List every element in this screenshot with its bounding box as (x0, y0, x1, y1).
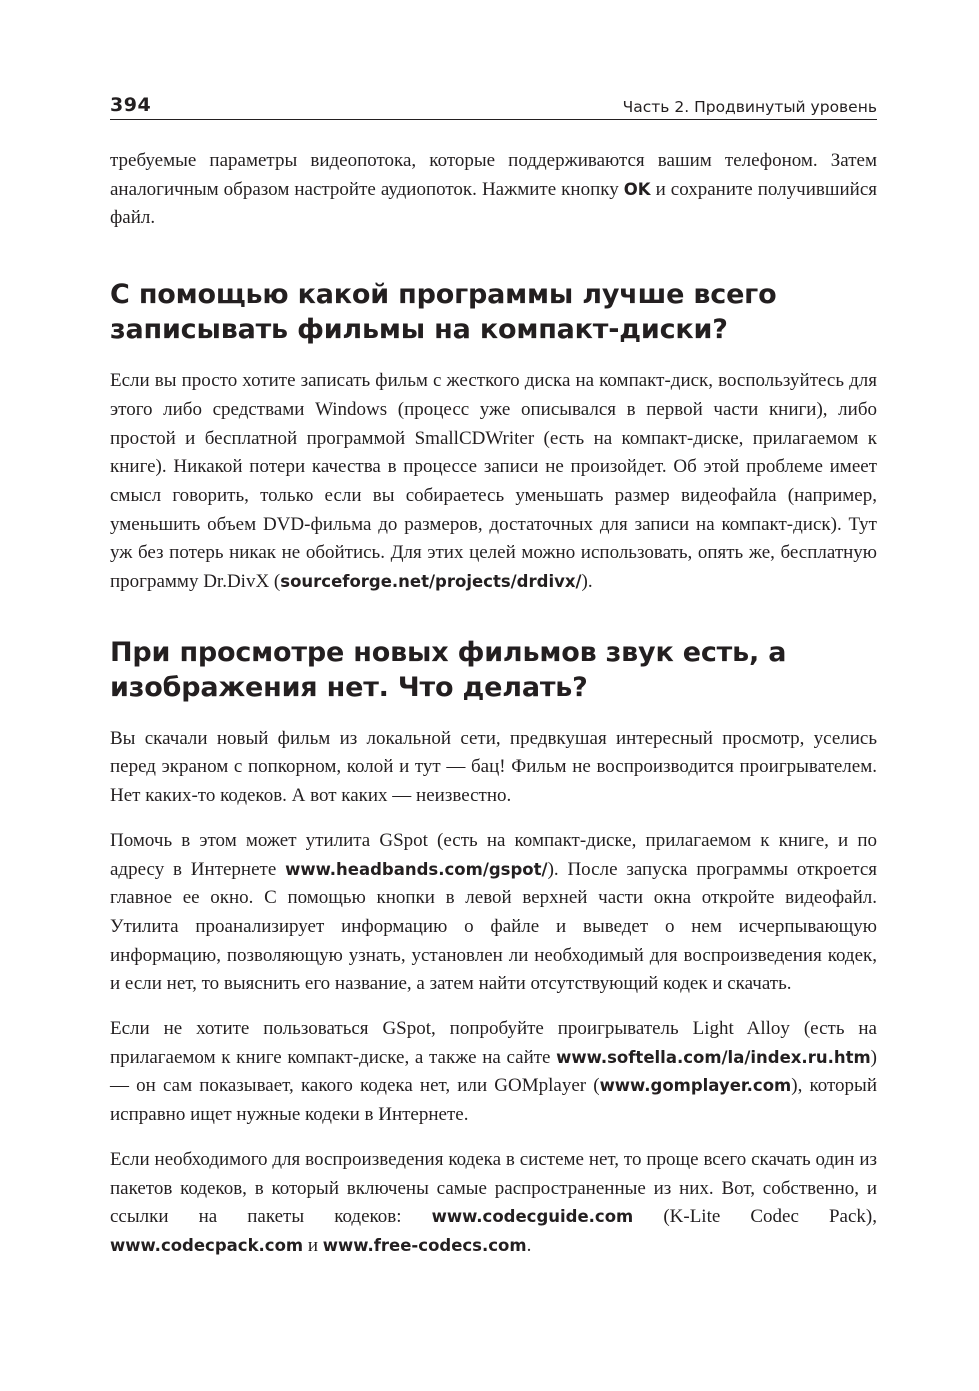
link-gspot[interactable]: www.headbands.com/gspot/ (285, 859, 548, 879)
paragraph-4-text-end: ). После запуска программы откроется главное ее окно. С помощью кнопки в левой верхней части окна откройте видеофайл. Утилита проанализирует информацию о файле и выведет о нем исчерпывающую информацию, позволяющую узнать, установлен ли необходимый для воспроизведения кодек, и если нет, то выяснить его название, а затем найти отсутствующий кодек и скачать. (110, 858, 878, 995)
link-drdivx[interactable]: sourceforge.net/projects/drdivx/ (280, 572, 582, 592)
paragraph-1-text: требуемые параметры видеопотока, которые поддерживаются вашим телефоном. Затем аналогичным образом настройте аудиопоток. Нажмите кнопку (110, 150, 877, 200)
paragraph-6-text-end: . (526, 1234, 532, 1256)
link-codecguide[interactable]: www.codecguide.com (431, 1207, 634, 1227)
running-title: Часть 2. Продвинутый уровень (622, 98, 877, 116)
link-gomplayer[interactable]: www.gomplayer.com (599, 1076, 792, 1096)
paragraph-6-text-mid2: и (303, 1234, 323, 1256)
link-softella[interactable]: www.softella.com/la/index.ru.htm (556, 1047, 871, 1067)
paragraph-5 (110, 1015, 877, 1130)
paragraph-6-text-mid1: (K-Lite Codec Pack), (633, 1206, 877, 1228)
book-page (110, 88, 877, 1261)
ok-term: OK (623, 179, 651, 199)
page-header (110, 88, 877, 120)
paragraph-2 (110, 367, 877, 597)
paragraph-6 (110, 1146, 877, 1261)
page-number: 394 (110, 94, 152, 116)
paragraph-1-text-end: и сохраните получившийся файл. (110, 178, 877, 229)
section-heading-2: При просмотре новых фильмов звук есть, а изображения нет. Что делать? (110, 636, 787, 703)
paragraph-1 (110, 147, 877, 233)
paragraph-3-text: Вы скачали новый фильм из локальной сети, предвкушая интересный просмотр, уселись перед экраном с попкорном, колой и тут — бац! Фильм не воспроизводится проигрывателем. Нет каких-то кодеков. А вот каких — неизвестно. (110, 727, 877, 807)
link-codecpack[interactable]: www.codecpack.com (110, 1235, 304, 1255)
paragraph-4 (110, 827, 877, 999)
paragraph-5-text-mid: ) — он сам показывает, какого кодека нет, или GOMplayer ( (110, 1046, 877, 1097)
paragraph-5-text-end: ), который исправно ищет нужные кодеки в Интернете. (110, 1075, 877, 1126)
paragraph-2-text-end: ). (581, 571, 593, 593)
section-heading-1: С помощью какой программы лучше всего записывать фильмы на компакт-диски? (110, 279, 777, 346)
paragraph-6-text: Если необходимого для воспроизведения кодека в системе нет, то проще всего скачать один из пакетов кодеков, в который включены самые распространенные из них. Вот, собственно, и ссылки на пакеты кодеков: (110, 1148, 877, 1228)
paragraph-5-text: Если не хотите пользоваться GSpot, попробуйте проигрыватель Light Alloy (есть на прилагаемом к книге компакт-диске, а также на сайте (110, 1018, 877, 1068)
paragraph-4-text: Помочь в этом может утилита GSpot (есть на компакт-диске, прилагаемом к книге, и по адресу в Интернете (110, 829, 877, 880)
paragraph-2-text: Если вы просто хотите записать фильм с жесткого диска на компакт-диск, воспользуйтесь для этого либо средствами Windows (процесс уже описывался в первой части книги), либо простой и бесплатной программой SmallCDWriter (есть на компакт-диске, прилагаемом к книге). Никакой потери качества в процессе записи не произойдет. Об этой проблеме имеет смысл говорить, только если вы собираетесь уменьшать размер видеофайла (например, уменьшить объем DVD-фильма до размеров, достаточных для записи на компакт-диск). Тут уж без потерь никак не обойтись. Для этих целей можно использовать, опять же, бесплатную программу Dr.DivX ( (110, 370, 877, 593)
paragraph-3 (110, 725, 877, 811)
link-free-codecs[interactable]: www.free-codecs.com (322, 1235, 527, 1255)
